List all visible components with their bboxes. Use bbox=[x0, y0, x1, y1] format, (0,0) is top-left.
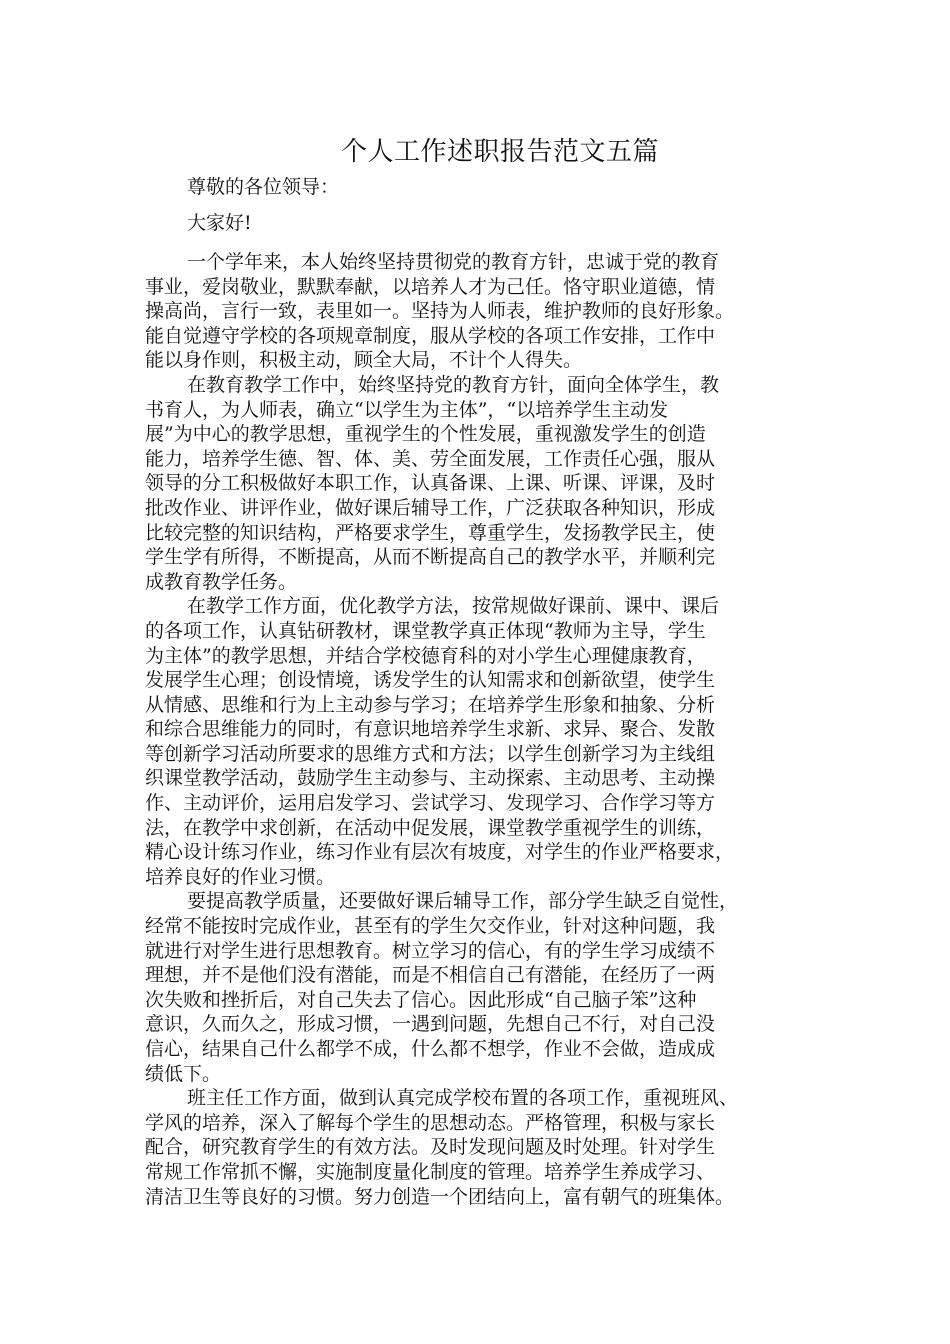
paragraph-line: 次失败和挫折后，对自己失去了信心。因此形成“自己脑子笨”这种 bbox=[145, 988, 697, 1011]
body-paragraph bbox=[145, 373, 805, 594]
paragraph-line: 展”为中心的教学思想，重视学生的个性发展，重视激发学生的创造 bbox=[145, 423, 706, 446]
paragraph-line: 清洁卫生等良好的习惯。努力创造一个团结向上，富有朝气的班集体。 bbox=[145, 1185, 735, 1208]
body-paragraph bbox=[145, 889, 805, 1086]
paragraph-line: 就进行对学生进行思想教育。树立学习的信心，有的学生学习成绩不 bbox=[145, 939, 716, 962]
paragraph-line: 学生学有所得，不断提高，从而不断提高自己的教学水平，并顺利完 bbox=[145, 546, 716, 569]
paragraph-line: 绩低下。 bbox=[145, 1062, 222, 1085]
paragraph-line: 操高尚，言行一致，表里如一。坚持为人师表，维护教师的良好形象。 bbox=[145, 300, 735, 323]
document-body bbox=[145, 250, 805, 1209]
salutation-leaders: 尊敬的各位领导： bbox=[187, 176, 340, 198]
paragraph-line: 等创新学习活动所要求的思维方式和方法；以学生创新学习为主线组 bbox=[145, 742, 716, 765]
paragraph-line: 常规工作常抓不懈，实施制度量化制度的管理。培养学生养成学习、 bbox=[145, 1160, 716, 1183]
body-paragraph bbox=[145, 594, 805, 889]
paragraph-line: 意识，久而久之，形成习惯，一遇到问题，先想自己不行，对自己没 bbox=[145, 1013, 716, 1036]
salutation-greeting: 大家好! bbox=[187, 212, 252, 234]
body-paragraph bbox=[145, 250, 805, 373]
paragraph-line: 和综合思维能力的同时，有意识地培养学生求新、求异、聚合、发散 bbox=[145, 718, 716, 741]
paragraph-line: 法，在教学中求创新，在活动中促发展，课堂教学重视学生的训练， bbox=[145, 816, 716, 839]
paragraph-line: 班主任工作方面，做到认真完成学校布置的各项工作，重视班风、 bbox=[187, 1087, 739, 1110]
paragraph-line: 学风的培养，深入了解每个学生的思想动态。严格管理，积极与家长 bbox=[145, 1111, 716, 1134]
paragraph-line: 批改作业、讲评作业，做好课后辅导工作，广泛获取各种知识，形成 bbox=[145, 496, 716, 519]
paragraph-line: 领导的分工积极做好本职工作，认真备课、上课、听课、评课，及时 bbox=[145, 472, 716, 495]
paragraph-line: 能力，培养学生德、智、体、美、劳全面发展，工作责任心强，服从 bbox=[145, 447, 716, 470]
body-paragraph bbox=[145, 1086, 805, 1209]
paragraph-line: 信心，结果自己什么都学不成，什么都不想学，作业不会做，造成成 bbox=[145, 1038, 716, 1060]
paragraph-line: 书育人，为人师表，确立“以学生为主体”，“以培养学生主动发 bbox=[145, 398, 669, 421]
paragraph-line: 织课堂教学活动，鼓励学生主动参与、主动探索、主动思考、主动操 bbox=[145, 767, 716, 790]
paragraph-line: 一个学年来，本人始终坚持贯彻党的教育方针，忠诚于党的教育 bbox=[187, 251, 720, 273]
paragraph-line: 理想，并不是他们没有潜能，而是不相信自己有潜能，在经历了一两 bbox=[145, 964, 716, 987]
paragraph-line: 培养良好的作业习惯。 bbox=[145, 865, 336, 888]
paragraph-line: 比较完整的知识结构，严格要求学生，尊重学生，发扬教学民主，使 bbox=[145, 521, 716, 544]
paragraph-line: 成教育教学任务。 bbox=[145, 570, 298, 593]
paragraph-line: 精心设计练习作业，练习作业有层次有坡度，对学生的作业严格要求， bbox=[145, 841, 735, 864]
paragraph-line: 为主体”的教学思想，并结合学校德育科的对小学生心理健康教育， bbox=[145, 644, 706, 667]
paragraph-line: 能自觉遵守学校的各项规章制度，服从学校的各项工作安排，工作中 bbox=[145, 324, 716, 347]
paragraph-line: 发展学生心理；创设情境，诱发学生的认知需求和创新欲望，使学生 bbox=[145, 669, 716, 692]
paragraph-line: 在教学工作方面，优化教学方法，按常规做好课前、课中、课后 bbox=[187, 595, 720, 618]
paragraph-line: 的各项工作，认真钻研教材，课堂教学真正体现“教师为主导，学生 bbox=[145, 619, 706, 642]
paragraph-line: 要提高教学质量，还要做好课后辅导工作，部分学生缺乏自觉性， bbox=[187, 890, 739, 913]
paragraph-line: 能以身作则，积极主动，顾全大局，不计个人得失。 bbox=[145, 349, 583, 372]
paragraph-line: 在教育教学工作中，始终坚持党的教育方针，面向全体学生，教 bbox=[187, 373, 720, 396]
paragraph-line: 配合，研究教育学生的有效方法。及时发现问题及时处理。针对学生 bbox=[145, 1136, 716, 1159]
paragraph-line: 从情感、思维和行为上主动参与学习；在培养学生形象和抽象、分析 bbox=[145, 693, 716, 716]
paragraph-line: 经常不能按时完成作业，甚至有的学生欠交作业，针对这种问题，我 bbox=[145, 915, 716, 938]
paragraph-line: 事业，爱岗敬业，默默奉献，以培养人才为己任。恪守职业道德，情 bbox=[145, 275, 716, 298]
paragraph-line: 作、主动评价，运用启发学习、尝试学习、发现学习、合作学习等方 bbox=[145, 792, 716, 815]
document-title: 个人工作述职报告范文五篇 bbox=[340, 137, 659, 167]
